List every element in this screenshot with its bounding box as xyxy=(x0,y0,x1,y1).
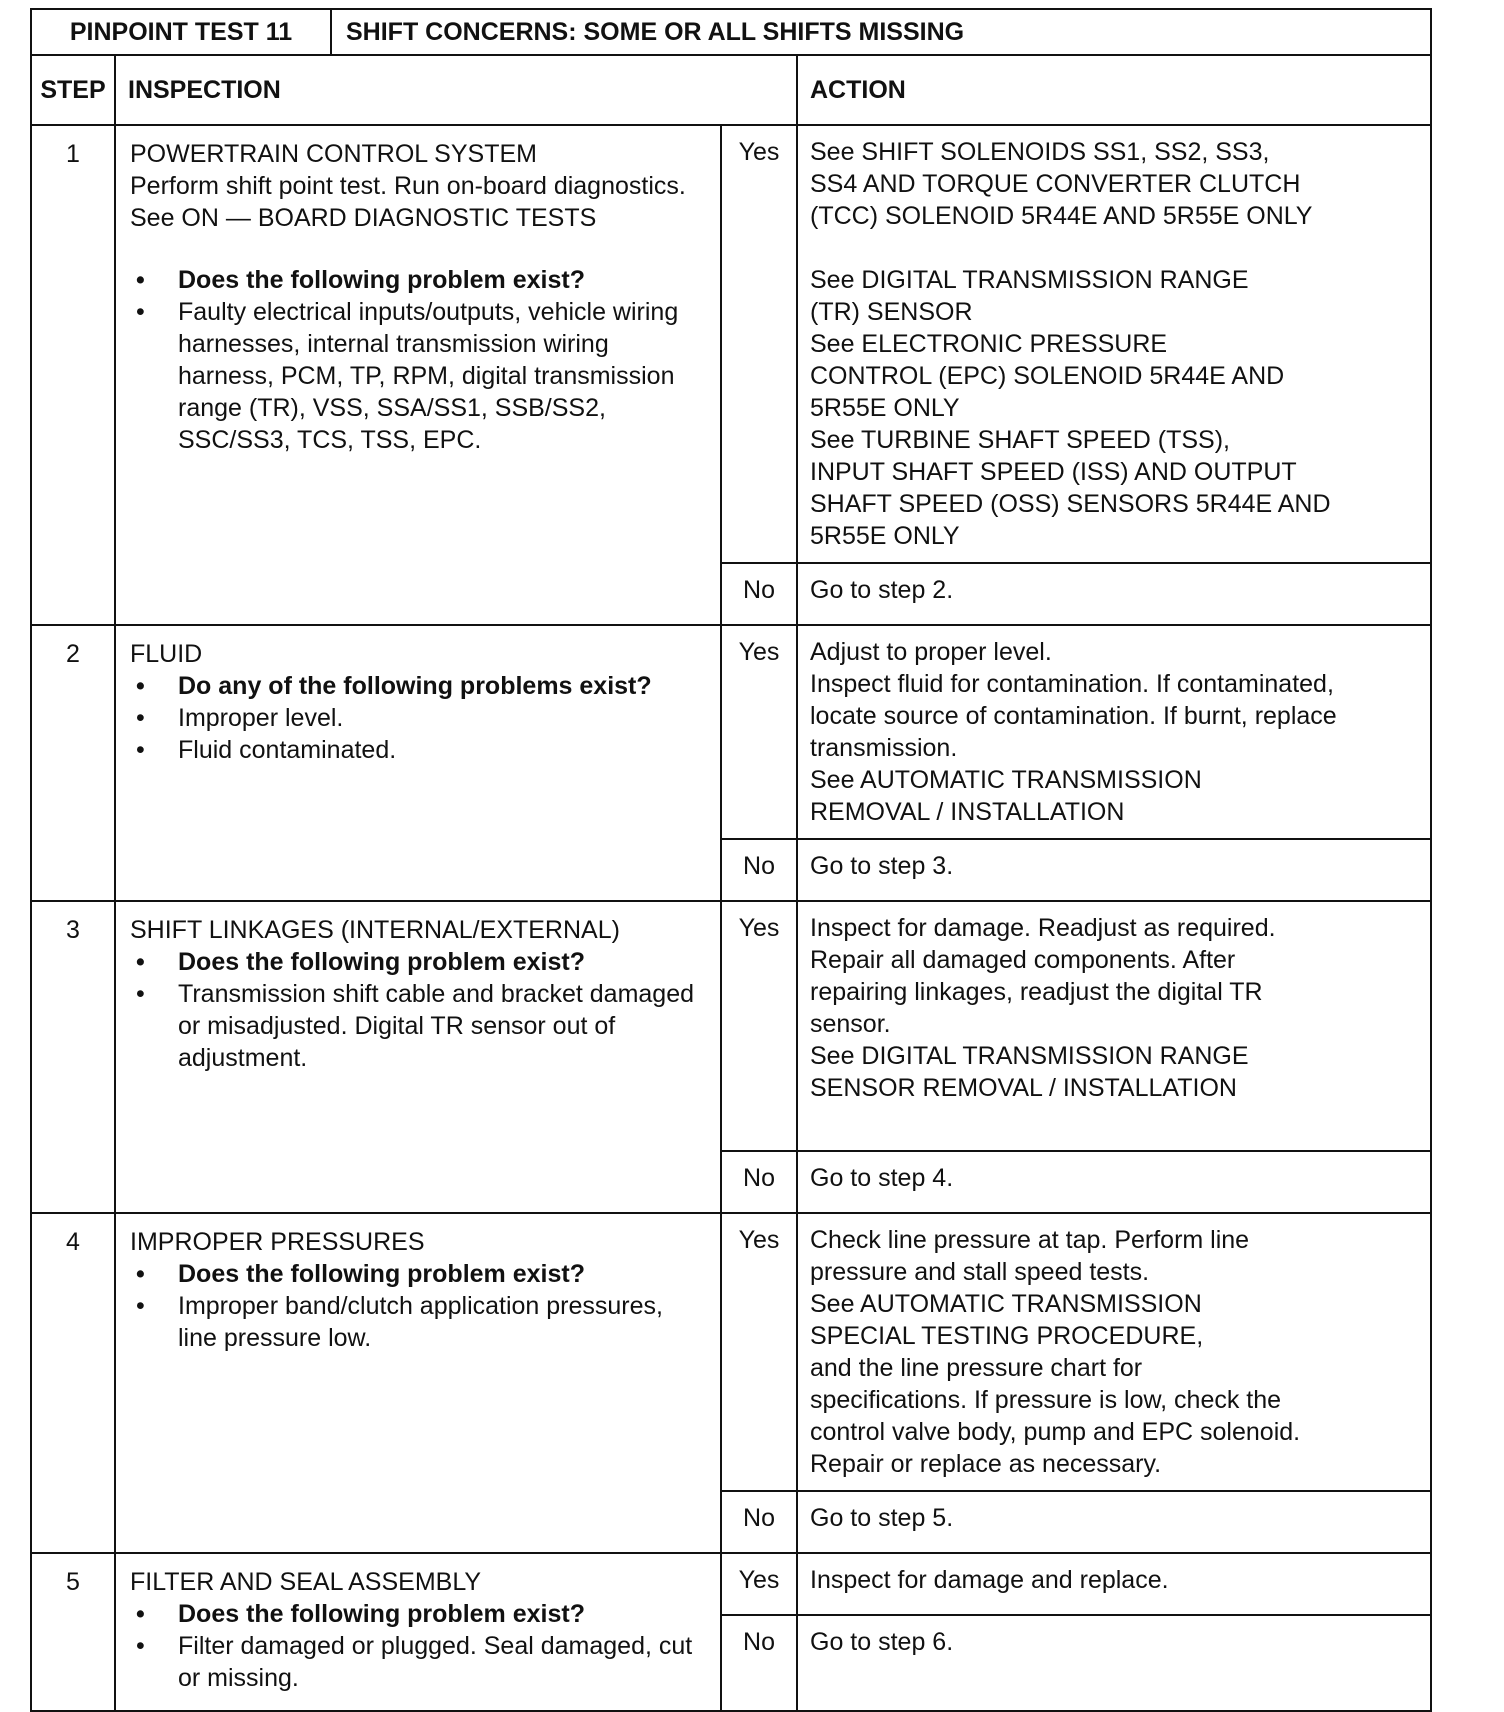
no-action: Go to step 3. xyxy=(797,839,1431,901)
inspection-question: • Do any of the following problems exist? xyxy=(130,670,706,702)
inspection-bullets xyxy=(130,1598,706,1694)
inspection-bullets xyxy=(130,670,706,766)
yes-action: Inspect for damage. Readjust as required. Repair all damaged components. After repairing linkages, readjust the digital TR sensor. See DIGITAL TRANSMISSION RANGE SENSOR REMOVAL / INSTALLATION xyxy=(797,901,1431,1151)
yes-label: Yes xyxy=(721,625,797,839)
yes-action: See SHIFT SOLENOIDS SS1, SS2, SS3, SS4 AND TORQUE CONVERTER CLUTCH (TCC) SOLENOID 5R44E AND 5R55E ONLY See DIGITAL TRANSMISSION RANGE (TR) SENSOR See ELECTRONIC PRESSURE CONTROL (EPC) SOLENOID 5R44E AND 5R55E ONLY See TURBINE SHAFT SPEED (TSS), INPUT SHAFT SPEED (ISS) AND OUTPUT SHAFT SPEED (OSS) SENSORS 5R44E AND 5R55E ONLY xyxy=(797,125,1431,563)
inspection-question: • Does the following problem exist? xyxy=(130,264,706,296)
pinpoint-test-document xyxy=(30,8,1430,1712)
yes-label: Yes xyxy=(721,1213,797,1491)
pinpoint-test-table xyxy=(30,8,1432,1712)
title-row xyxy=(31,9,1431,55)
inspection-condition: • Transmission shift cable and bracket damaged or misadjusted. Digital TR sensor out of adjustment. xyxy=(130,978,706,1074)
inspection-title: FLUID xyxy=(130,640,203,668)
step-number: 5 xyxy=(31,1553,115,1711)
yes-label: Yes xyxy=(721,1553,797,1615)
inspection-cell xyxy=(115,125,721,625)
inspection-title: SHIFT LINKAGES (INTERNAL/EXTERNAL) xyxy=(130,916,620,944)
inspection-title: FILTER AND SEAL ASSEMBLY xyxy=(130,1568,482,1596)
no-action: Go to step 6. xyxy=(797,1615,1431,1711)
inspection-cell xyxy=(115,1213,721,1553)
inspection-condition: • Improper level. xyxy=(130,702,706,734)
no-label: No xyxy=(721,839,797,901)
inspection-text: See ON — BOARD DIAGNOSTIC TESTS xyxy=(130,204,597,232)
inspection-question: • Does the following problem exist? xyxy=(130,1258,706,1290)
test-description: SHIFT CONCERNS: SOME OR ALL SHIFTS MISSING xyxy=(331,9,1431,55)
step-number: 4 xyxy=(31,1213,115,1553)
inspection-title: POWERTRAIN CONTROL SYSTEM xyxy=(130,140,537,168)
step-row xyxy=(31,901,1431,1151)
yes-action: Adjust to proper level. Inspect fluid for contamination. If contaminated, locate source of contamination. If burnt, replace transmission. See AUTOMATIC TRANSMISSION REMOVAL / INSTALLATION xyxy=(797,625,1431,839)
yes-label: Yes xyxy=(721,125,797,563)
step-row xyxy=(31,625,1431,839)
no-action: Go to step 5. xyxy=(797,1491,1431,1553)
test-title: PINPOINT TEST 11 xyxy=(31,9,331,55)
action-column-header: ACTION xyxy=(797,55,1431,125)
inspection-bullets xyxy=(130,946,706,1074)
inspection-cell xyxy=(115,625,721,901)
yes-label: Yes xyxy=(721,901,797,1151)
yes-action: Inspect for damage and replace. xyxy=(797,1553,1431,1615)
no-label: No xyxy=(721,1491,797,1553)
inspection-condition: • Improper band/clutch application pressures, line pressure low. xyxy=(130,1290,706,1354)
inspection-title: IMPROPER PRESSURES xyxy=(130,1228,425,1256)
step-number: 2 xyxy=(31,625,115,901)
no-action: Go to step 2. xyxy=(797,563,1431,625)
step-row xyxy=(31,1553,1431,1615)
inspection-condition: • Faulty electrical inputs/outputs, vehicle wiring harnesses, internal transmission wiring harness, PCM, TP, RPM, digital transmission range (TR), VSS, SSA/SS1, SSB/SS2, SSC/SS3, TCS, TSS, EPC. xyxy=(130,296,706,456)
step-row xyxy=(31,125,1431,563)
inspection-bullets xyxy=(130,264,706,456)
no-label: No xyxy=(721,1615,797,1711)
yes-action: Check line pressure at tap. Perform line pressure and stall speed tests. See AUTOMATIC TRANSMISSION SPECIAL TESTING PROCEDURE, and the line pressure chart for specifications. If pressure is low, check the control valve body, pump and EPC solenoid. Repair or replace as necessary. xyxy=(797,1213,1431,1491)
step-row xyxy=(31,1213,1431,1491)
inspection-condition: • Fluid contaminated. xyxy=(130,734,706,766)
no-action: Go to step 4. xyxy=(797,1151,1431,1213)
inspection-question: • Does the following problem exist? xyxy=(130,946,706,978)
step-column-header: STEP xyxy=(31,55,115,125)
inspection-text: Perform shift point test. Run on-board diagnostics. xyxy=(130,172,686,200)
inspection-condition: • Filter damaged or plugged. Seal damaged, cut or missing. xyxy=(130,1630,706,1694)
inspection-question: • Does the following problem exist? xyxy=(130,1598,706,1630)
inspection-column-header: INSPECTION xyxy=(115,55,797,125)
inspection-bullets xyxy=(130,1258,706,1354)
inspection-cell xyxy=(115,901,721,1213)
inspection-cell xyxy=(115,1553,721,1711)
step-number: 3 xyxy=(31,901,115,1213)
no-label: No xyxy=(721,1151,797,1213)
column-header-row xyxy=(31,55,1431,125)
no-label: No xyxy=(721,563,797,625)
step-number: 1 xyxy=(31,125,115,625)
